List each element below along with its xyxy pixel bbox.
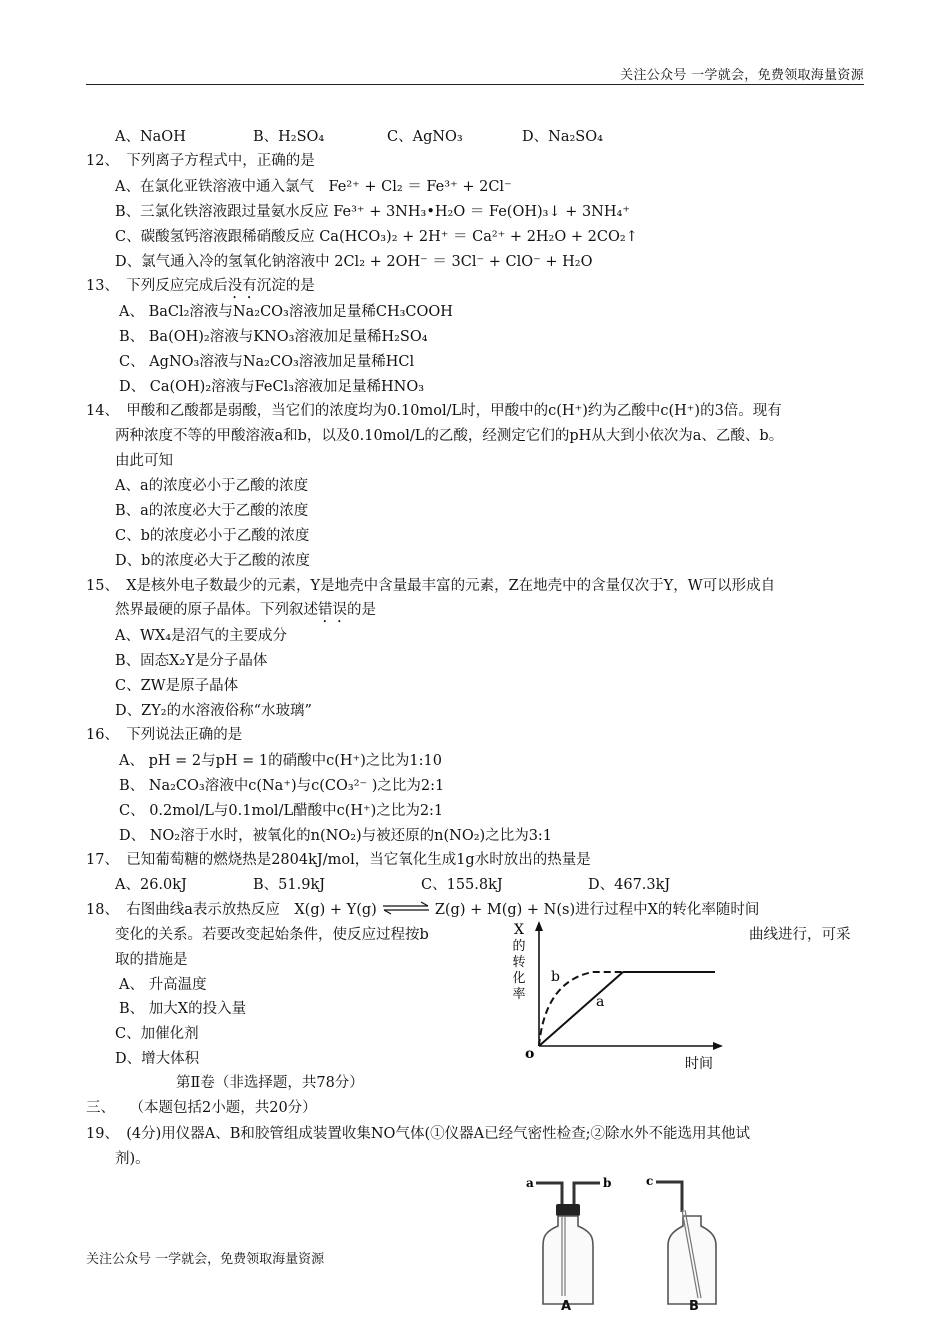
- q13-option-a: A、 BaCl₂溶液与Na₂CO₃溶液加足量稀CH₃COOH: [119, 304, 453, 320]
- q14-option-c: C、b的浓度必小于乙酸的浓度: [115, 528, 310, 544]
- q17-option-c: C、155.8kJ: [421, 877, 503, 893]
- q14-stem-line3: 由此可知: [115, 453, 173, 469]
- q13-option-b: B、 Ba(OH)₂溶液与KNO₃溶液加足量稀H₂SO₄: [119, 329, 428, 345]
- q18-stem-line2-right: 曲线进行，可采: [749, 927, 851, 943]
- graph-label-b: b: [551, 969, 560, 985]
- q16-option-c: C、 0.2mol/L与0.1mol/L醋酸中c(H⁺)之比为2:1: [119, 803, 444, 819]
- q18-stem-pre: 18、 右图曲线a表示放热反应 X(g) + Y(g): [86, 902, 377, 918]
- equilibrium-arrow-icon: [381, 901, 431, 915]
- graph-ylabel-char: 率: [512, 987, 526, 1002]
- graph-ylabel-char: 的: [512, 939, 526, 954]
- part2-title: 第Ⅱ卷（非选择题，共78分）: [176, 1075, 364, 1091]
- q15-option-a: A、WX₄是沼气的主要成分: [115, 628, 288, 644]
- apparatus-b-label: B: [689, 1299, 699, 1314]
- q13-option-d: D、 Ca(OH)₂溶液与FeCl₃溶液加足量稀HNO₃: [119, 379, 425, 395]
- graph-xlabel: 时间: [685, 1056, 713, 1072]
- q15-stem-post: 的是: [347, 602, 376, 618]
- q19-stem-line1: 19、 (4分)用仪器A、B和胶管组成装置收集NO气体(①仪器A已经气密性检查;②除水外不能选用其他试: [86, 1126, 750, 1142]
- q17-option-d: D、467.3kJ: [588, 877, 671, 893]
- graph-label-a: a: [596, 994, 605, 1010]
- q14-option-a: A、a的浓度必小于乙酸的浓度: [115, 478, 309, 494]
- q18-option-b: B、 加大X的投入量: [119, 1001, 247, 1017]
- port-c-label: c: [646, 1174, 654, 1188]
- q17-option-b: B、51.9kJ: [253, 877, 326, 893]
- q17-stem: 17、 已知葡萄糖的燃烧热是2804kJ/mol，当它氧化生成1g水时放出的热量是: [86, 852, 591, 868]
- header-rule: [86, 84, 864, 85]
- graph-ylabel-char: 转: [512, 955, 526, 970]
- q15-stem-line2: [115, 600, 376, 626]
- q12-option-c: C、碳酸氢钙溶液跟稀硝酸反应 Ca(HCO₃)₂ + 2H⁺ ＝ Ca²⁺ + 2H₂O + 2CO₂↑: [115, 229, 638, 245]
- bottle-b: [646, 1174, 716, 1304]
- graph-ylabel-char: X: [514, 922, 524, 938]
- q12-option-b: B、三氯化铁溶液跟过量氨水反应 Fe³⁺ + 3NH₃•H₂O ＝ Fe(OH)₃↓ + 3NH₄⁺: [115, 204, 630, 220]
- q15-stem-emphasis: 错误: [318, 602, 347, 618]
- q16-stem: 16、 下列说法正确的是: [86, 727, 243, 743]
- q18-option-d: D、增大体积: [115, 1051, 200, 1067]
- page-footer: 关注公众号 一学就会，免费领取海量资源: [86, 1252, 325, 1267]
- section-3-heading: 三、 （本题包括2小题，共20分）: [86, 1100, 317, 1116]
- bottle-a: [526, 1176, 611, 1304]
- q16-option-b: B、 Na₂CO₃溶液中c(Na⁺)与c(CO₃²⁻ )之比为2:1: [119, 778, 445, 794]
- q11-option-b: B、H₂SO₄: [253, 129, 325, 145]
- q15-stem-line1: 15、 X是核外电子数最少的元素，Y是地壳中含量最丰富的元素，Z在地壳中的含量仅次于Y，W可以形成自: [86, 578, 776, 594]
- q14-option-b: B、a的浓度必大于乙酸的浓度: [115, 503, 309, 519]
- q13-stem-pre: 13、 下列反应完成后: [86, 278, 228, 294]
- q17-options: [115, 875, 670, 895]
- q14-stem-line2: 两种浓度不等的甲酸溶液a和b，以及0.10mol/L的乙酸，经测定它们的pH从大到小依次为a、乙酸、b。: [115, 428, 784, 444]
- port-a-label: a: [526, 1176, 534, 1190]
- q11-option-a: A、NaOH: [115, 129, 186, 145]
- q13-stem: [86, 276, 315, 302]
- apparatus-figure: [520, 1170, 740, 1310]
- q16-option-d: D、 NO₂溶于水时，被氧化的n(NO₂)与被还原的n(NO₂)之比为3:1: [119, 828, 553, 844]
- conversion-time-graph: [505, 918, 730, 1078]
- q11-option-d: D、Na₂SO₄: [522, 129, 603, 145]
- q16-option-a: A、 pH = 2与pH = 1的硝酸中c(H⁺)之比为1:10: [119, 753, 442, 769]
- q13-option-c: C、 AgNO₃溶液与Na₂CO₃溶液加足量稀HCl: [119, 354, 415, 370]
- q12-stem: 12、 下列离子方程式中，正确的是: [86, 153, 315, 169]
- q18-stem-line2-left: 变化的关系。若要改变起始条件，使反应过程按b: [115, 927, 429, 943]
- port-b-label: b: [603, 1176, 612, 1190]
- q18-stem-line3: 取的措施是: [115, 952, 188, 968]
- q15-option-d: D、ZY₂的水溶液俗称“水玻璃”: [115, 703, 312, 719]
- q12-option-a: A、在氯化亚铁溶液中通入氯气 Fe²⁺ + Cl₂ ＝ Fe³⁺ + 2Cl⁻: [115, 179, 512, 195]
- q14-stem-line1: 14、 甲酸和乙酸都是弱酸，当它们的浓度均为0.10mol/L时，甲酸中的c(H⁺)约为乙酸中c(H⁺)的3倍。现有: [86, 403, 782, 419]
- graph-ylabel-char: 化: [512, 971, 526, 986]
- q19-stem-line2: 剂)。: [115, 1151, 150, 1167]
- q15-stem-pre: 然界最硬的原子晶体。下列叙述: [115, 602, 318, 618]
- q18-option-c: C、加催化剂: [115, 1026, 199, 1042]
- q15-option-c: C、ZW是原子晶体: [115, 678, 239, 694]
- q18-stem-post: Z(g) + M(g) + N(s)进行过程中X的转化率随时间: [434, 902, 760, 918]
- q12-option-d: D、氯气通入冷的氢氧化钠溶液中 2Cl₂ + 2OH⁻ ＝ 3Cl⁻ + ClO⁻ + H₂O: [115, 254, 593, 270]
- q11-options: [115, 127, 603, 147]
- q15-option-b: B、固态X₂Y是分子晶体: [115, 653, 268, 669]
- q14-option-d: D、b的浓度必大于乙酸的浓度: [115, 553, 310, 569]
- page-header: 关注公众号 一学就会，免费领取海量资源: [620, 68, 864, 83]
- graph-y-arrow: [535, 921, 543, 931]
- q13-stem-post: 沉淀的是: [256, 278, 315, 294]
- graph-origin-label: o: [525, 1046, 535, 1062]
- q13-stem-emphasis: 没有: [227, 278, 257, 294]
- graph-x-arrow: [713, 1042, 723, 1050]
- q18-stem-line1: [86, 900, 759, 920]
- q18-option-a: A、 升高温度: [119, 977, 207, 993]
- apparatus-a-label: A: [561, 1299, 572, 1314]
- q11-option-c: C、AgNO₃: [387, 129, 463, 145]
- q17-option-a: A、26.0kJ: [115, 877, 187, 893]
